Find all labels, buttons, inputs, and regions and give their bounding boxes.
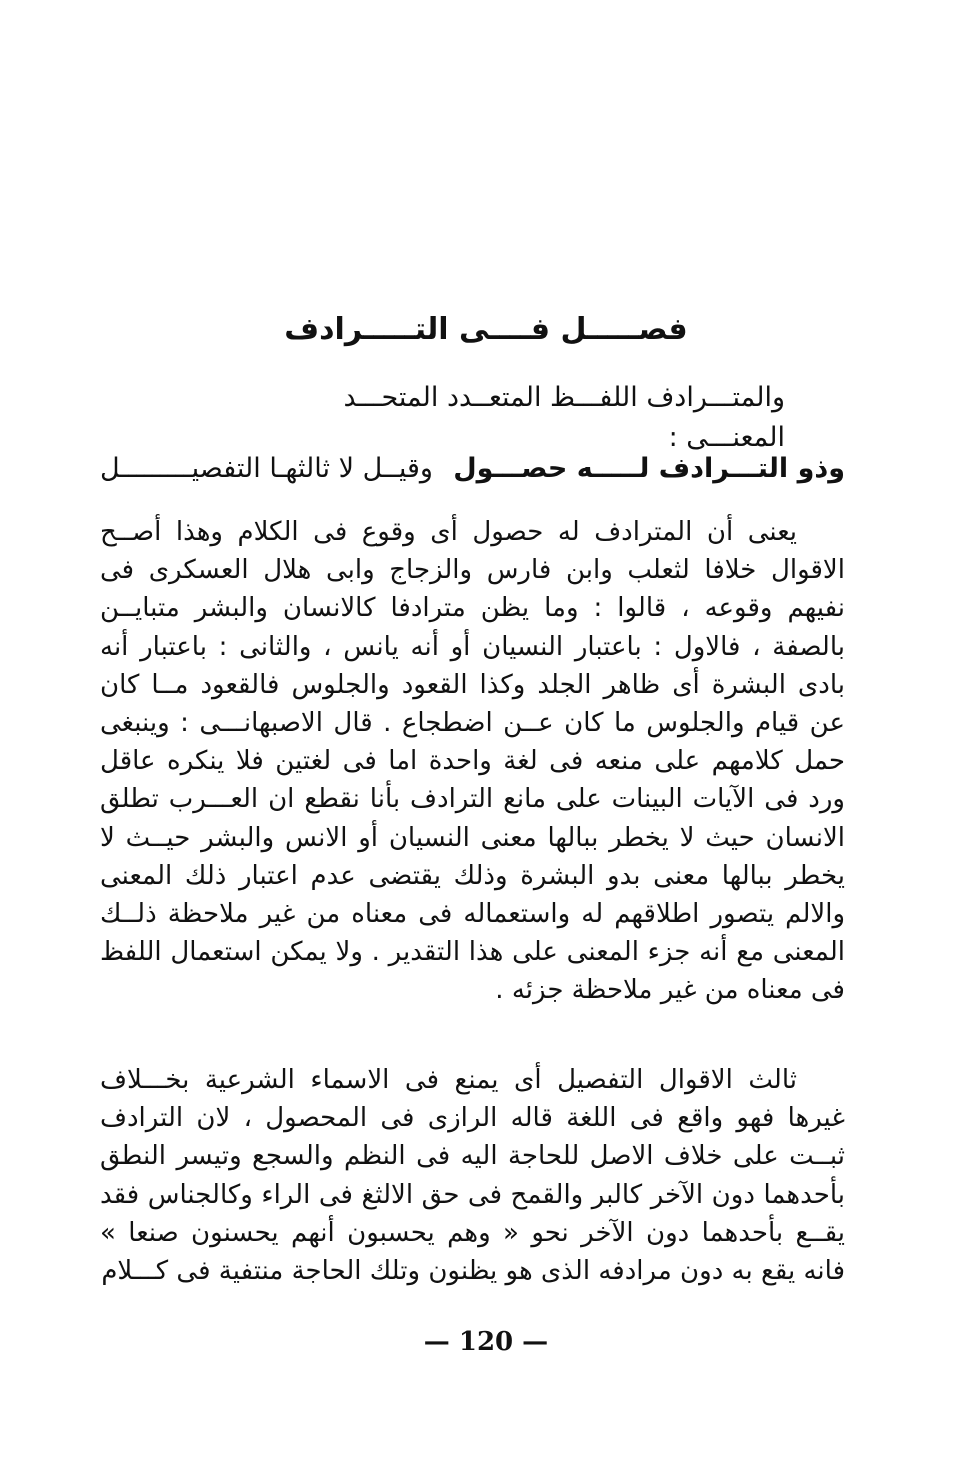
body-paragraph: ثالث الاقوال التفصيل أى يمنع فى الاسماء الشرعية بخـــلاف غيرها فهو واقع فى اللغة قاله الرازى فى المحصول ، لان الترادف ثبــت على خلاف الاصل للحاجة اليه فى النظم والسجع وتيسر النطق بأحدهما دون الآخر كالبر والقمح فى حق الالثغ فى الراء وكالجناس فقد يقــع بأحدهما دون الآخر نحو « وهم يحسبون أنهم يحسنون صنعا » فانه يقع به دون مرادفه الذى هو يظنون وتلك الحاجة منتفية فى كـــلام [100, 1065, 845, 1287]
verse-first-hemistich: وذو التـــرادف لـــــه حصـــول [453, 453, 845, 484]
page-title: فصـــــل فــــى التـــــرادف [284, 312, 688, 347]
definition-line: والمتـــرادف اللفـــظ المتعــدد المتحـــد المعنـــى : [343, 382, 785, 453]
body-paragraph: يعنى أن المترادف له حصول أى وقوع فى الكلام وهذا أصــح الاقوال خلافا لثعلب وابن فارس والزجاج وابى هلال العسكرى فى نفيهم وقوعه ، قالوا : وما يظن مترادفا كالانسان والبشر متبايــن بالصفة ، فالاول : باعتبار النسيان أو أنه يانس ، والثانى : باعتبار أنه بادى البشرة أى ظاهر الجلد وكذا القعود والجلوس فالقعود مــا كان عن قيام والجلوس ما كان عــن اضطجاع . قال الاصبهانـــى : وينبغى حمل كلامهم على منعه فى لغة واحدة اما فى لغتين فلا ينكره عاقل ورد فى الآيات البينات على مانع الترادف بأنا نقطع ان العـــرب تطلق الانسان حيث لا يخطر ببالها معنى النسيان أو الانس والبشر حيــث لا يخطر ببالها معنى بدو البشرة وذلك يقتضى عدم اعتبار ذلك المعنى والالم يتصور اطلاقهم له واستعماله فى معناه من غير ملاحظة ذلــك المعنى مع أنه جزء المعنى على هذا التقدير . ولا يمكن استعمال اللفظ فى معناه من غير ملاحظة جزئه . [100, 517, 845, 1006]
page-number: — 120 — [423, 1327, 549, 1357]
poetry-verse [100, 446, 845, 492]
verse-second-hemistich: وقيــل لا ثالثهـا التفصيـــــــــل [100, 453, 433, 484]
